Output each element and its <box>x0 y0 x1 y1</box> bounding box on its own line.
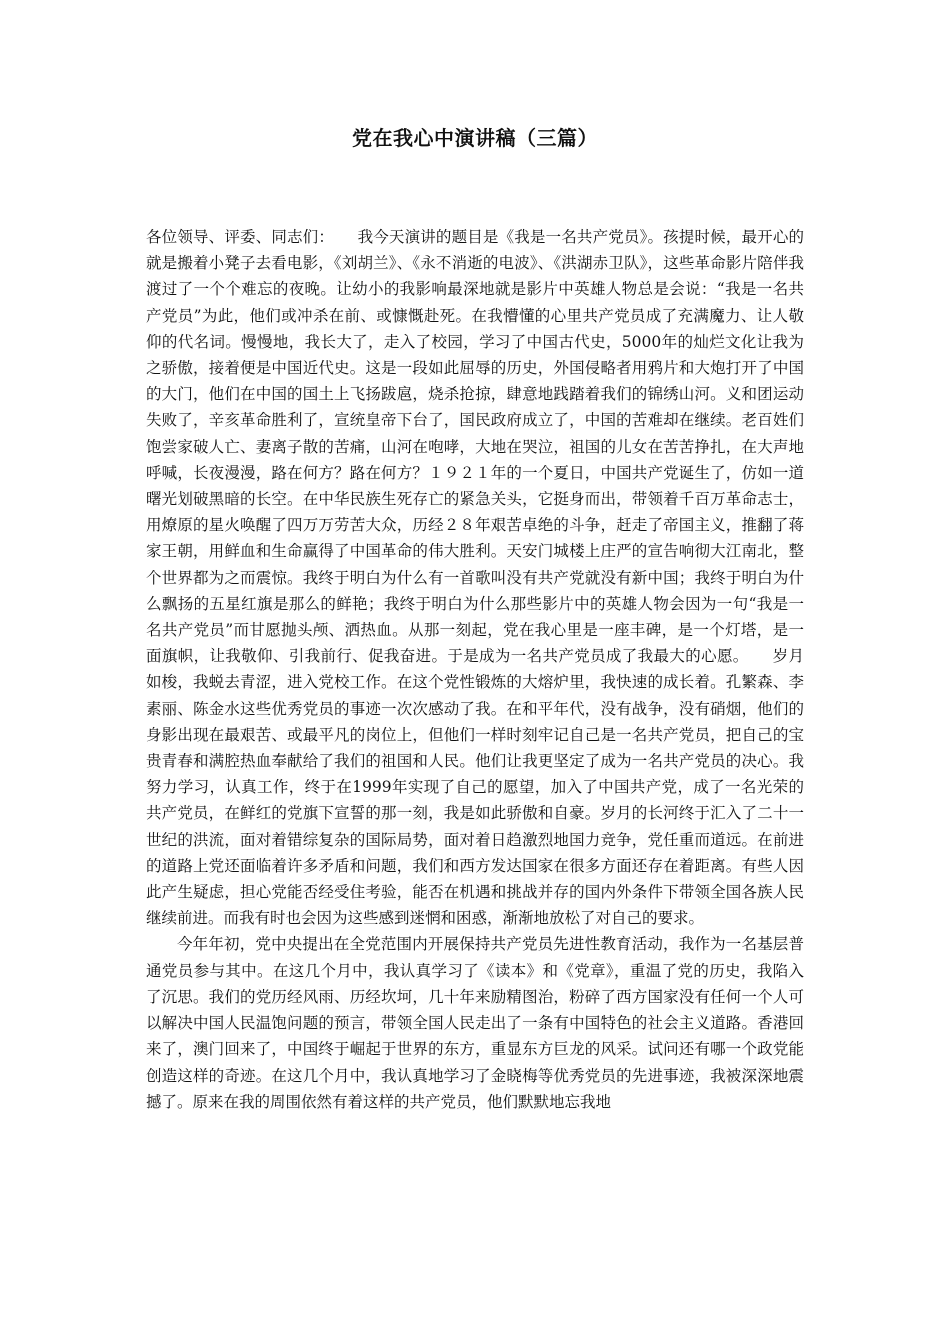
paragraph: 今年年初，党中央提出在全党范围内开展保持共产党员先进性教育活动，我作为一名基层普通党员参与其中。在这几个月中，我认真学习了《读本》和《党章》，重温了党的历史，我陷入了沉思。我们的党历经风雨、历经坎坷，几十年来励精图治，粉碎了西方国家没有任何一个人可以解决中国人民温饱问题的预言，带领全国人民走出了一条有中国特色的社会主义道路。香港回来了，澳门回来了，中国终于崛起于世界的东方，重显东方巨龙的风采。试问还有哪一个政党能创造这样的奇迹。在这几个月中，我认真地学习了金晓梅等优秀党员的先进事迹，我被深深地震撼了。原来在我的周围依然有着这样的共产党员，他们默默地忘我地 <box>146 935 804 1111</box>
document-body <box>146 224 804 1115</box>
document-title: 党在我心中演讲稿（三篇） <box>352 126 598 150</box>
paragraph: 各位领导、评委、同志们： 我今天演讲的题目是《我是一名共产党员》。孩提时候，最开心的就是搬着小凳子去看电影，《刘胡兰》、《永不消逝的电波》、《洪湖赤卫队》，这些革命影片陪伴我渡过了一个个难忘的夜晚。让幼小的我影响最深地就是影片中英雄人物总是会说：“我是一名共产党员”为此，他们或冲杀在前、或慷慨赴死。在我懵懂的心里共产党员成了充满魔力、让人敬仰的代名词。慢慢地，我长大了，走入了校园，学习了中国古代史，5000年的灿烂文化让我为之骄傲，接着便是中国近代史。这是一段如此屈辱的历史，外国侵略者用鸦片和大炮打开了中国的大门，他们在中国的国土上飞扬跋扈，烧杀抢掠，肆意地践踏着我们的锦绣山河。义和团运动失败了，辛亥革命胜利了，宣统皇帝下台了，国民政府成立了，中国的苦难却在继续。老百姓们饱尝家破人亡、妻离子散的苦痛，山河在咆哮，大地在哭泣，祖国的儿女在苦苦挣扎，在大声地呼喊，长夜漫漫，路在何方？路在何方？１９２１年的一个夏日，中国共产党诞生了，仿如一道曙光划破黑暗的长空。在中华民族生死存亡的紧急关头，它挺身而出，带领着千百万革命志士，用燎原的星火唤醒了四万万劳苦大众，历经２８年艰苦卓绝的斗争，赶走了帝国主义，推翻了蒋家王朝，用鲜血和生命赢得了中国革命的伟大胜利。天安门城楼上庄严的宣告响彻大江南北，整个世界都为之而震惊。我终于明白为什么有一首歌叫没有共产党就没有新中国；我终于明白为什么飘扬的五星红旗是那么的鲜艳；我终于明白为什么那些影片中的英雄人物会因为一句“我是一名共产党员”而甘愿抛头颅、洒热血。从那一刻起，党在我心里是一座丰碑，是一个灯塔，是一面旗帜，让我敬仰、引我前行、促我奋进。于是成为一名共产党员成了我最大的心愿。 岁月如梭，我蜕去青涩，进入党校工作。在这个党性锻炼的大熔炉里，我快速的成长着。孔繁森、李素丽、陈金水这些优秀党员的事迹一次次感动了我。在和平年代，没有战争，没有硝烟，他们的身影出现在最艰苦、或最平凡的岗位上，但他们一样时刻牢记自己是一名共产党员，把自己的宝贵青春和满腔热血奉献给了我们的祖国和人民。他们让我更坚定了成为一名共产党员的决心。我努力学习，认真工作，终于在1999年实现了自己的愿望，加入了中国共产党，成了一名光荣的共产党员，在鲜红的党旗下宣誓的那一刻，我是如此骄傲和自豪。岁月的长河终于汇入了二十一世纪的洪流，面对着错综复杂的国际局势，面对着日趋激烈地国力竞争，党任重而道远。在前进的道路上党还面临着许多矛盾和问题，我们和西方发达国家在很多方面还存在着距离。有些人因此产生疑虑，担心党能否经受住考验，能否在机遇和挑战并存的国内外条件下带领全国各族人民继续前进。而我有时也会因为这些感到迷惘和困惑，渐渐地放松了对自己的要求。 <box>146 228 804 928</box>
